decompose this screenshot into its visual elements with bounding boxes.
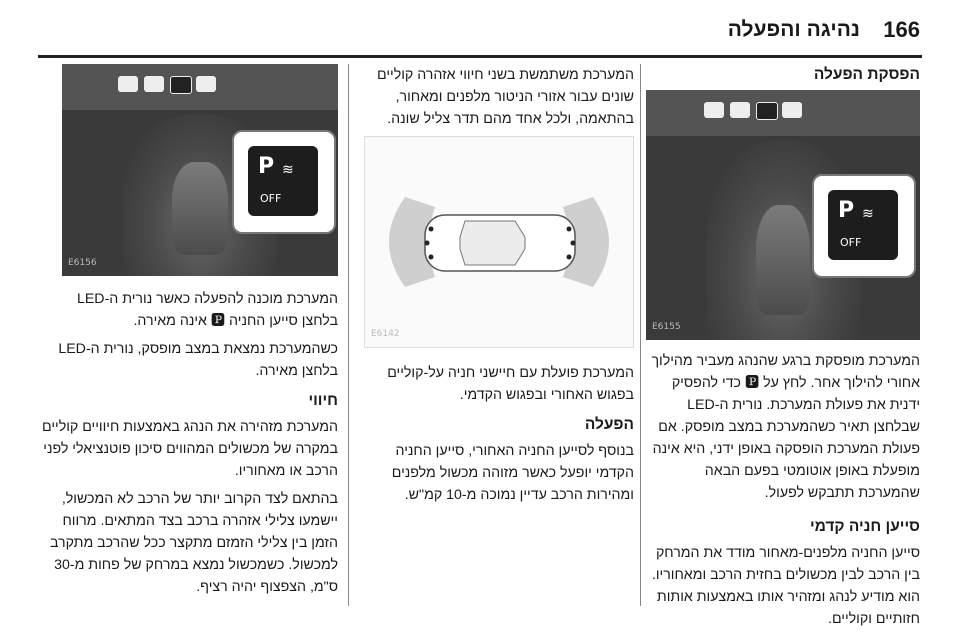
paragraph: סייען החניה מלפנים-מאחור מודד את המרחק בין הרכב לבין מכשולים בחזית הרכב ומאחוריו. הוא מודיע לנהג ומזהיר אותו באמצעות אותות חזותיים וקוליים. [651, 545, 920, 627]
column-left [42, 64, 338, 604]
section-heading-deactivation: הפסקת הפעלה [813, 66, 920, 83]
page-title: נהיגה והפעלה [727, 18, 860, 41]
zoom-callout [232, 130, 336, 234]
off-label: OFF [840, 236, 862, 249]
paragraph: המערכת פועלת עם חיישני חניה על-קוליים בפגוש האחורי ובפגוש הקדמי. [387, 365, 634, 403]
park-assist-switch [756, 102, 778, 120]
paragraph: בנוסף לסייען החניה האחורי, סייען החניה הקדמי יופעל כאשר מזוהה מכשול מלפנים ומהירות הרכב עדיין נמוכה מ-10 קמ"ש. [391, 443, 634, 503]
paragraph: המערכת מוכנה להפעלה כאשר נורית ה-LED בלחצן סייען החניה 🅿 אינה מאירה. [76, 291, 338, 329]
car-cabin [460, 221, 525, 265]
park-assist-button [828, 190, 898, 260]
sensor-dot-icon [429, 255, 434, 260]
figure-code: E6156 [68, 258, 97, 268]
parking-icon: P [258, 154, 275, 179]
column-divider [640, 64, 641, 606]
figure-switch-panel [62, 64, 338, 110]
figure-console-off-button [646, 90, 920, 340]
switch-button [196, 76, 216, 92]
paragraph: המערכת משתמשת בשני חיווי אזהרה קוליים שונים עבור אזורי הניטור מלפנים ומאחור, בהתאמה, ולכל אחד מהם תדר צליל שונה. [377, 67, 634, 127]
gear-shifter [756, 205, 811, 315]
park-assist-switch [170, 76, 192, 94]
sensor-waves-icon: ≋ [282, 161, 294, 177]
parking-icon: P [838, 198, 855, 223]
figure-switch-panel [646, 90, 920, 136]
paragraph: כשהמערכת נמצאת במצב מופסק, נורית ה-LED בלחצן מאירה. [58, 341, 338, 379]
sensor-dot-icon [567, 255, 572, 260]
section-heading-indication: חיווי [308, 392, 338, 409]
switch-button [730, 102, 750, 118]
column-middle [358, 64, 634, 512]
page-header [0, 0, 960, 52]
column-right [646, 64, 920, 636]
figure-code: E6155 [652, 322, 681, 332]
switch-button [782, 102, 802, 118]
header-rule [38, 55, 922, 58]
gear-shifter [172, 162, 227, 255]
off-label: OFF [260, 192, 282, 205]
car-diagram [365, 137, 633, 347]
switch-button [704, 102, 724, 118]
sensor-dot-icon [425, 241, 430, 246]
page-number: 166 [883, 17, 920, 42]
zoom-callout [812, 174, 916, 278]
figure-console-button-ready [62, 64, 338, 276]
section-heading-front-assist: סייען חניה קדמי [809, 518, 920, 535]
sensor-dot-icon [571, 241, 576, 246]
figure-sensor-zones [364, 136, 634, 348]
column-divider [348, 64, 349, 606]
switch-button [144, 76, 164, 92]
sensor-waves-icon: ≋ [862, 205, 874, 221]
sensor-dot-icon [567, 227, 572, 232]
park-assist-button [248, 146, 318, 216]
paragraph: בהתאם לצד הקרוב יותר של הרכב לא המכשול, יישמעו צלילי אזהרה ברכב בצד המתאים. מרווח הזמן בין צלילי הזמזם מתקצר ככל שהרכב מתקרב למכשול. כשמכשול נמצא במרחק של פחות מ-30 ס"מ, הצפצוף יהיה רציף. [49, 491, 338, 595]
section-heading-activation: הפעלה [584, 416, 634, 433]
sensor-dot-icon [429, 227, 434, 232]
paragraph: המערכת מופסקת ברגע שהנהג מעביר מהילוך אחורי להילוך אחר. לחץ על 🅿 כדי להפסיק ידנית את פעולת המערכת. נורית ה-LED שבלחצן תאיר כשהמערכת במצב מופסק. אם פעולת המערכת הופסקה באופן ידני, היא אינה מופעלת באופן אוטומטי בפעם הבאה שהמערכת תתבקש לפעול. [651, 353, 920, 501]
figure-code: E6142 [371, 329, 400, 339]
paragraph: המערכת מזהירה את הנהג באמצעות חיוויים קוליים במקרה של מכשולים המהווים סיכון פוטנציאלי לפני הרכב או מאחוריו. [41, 419, 338, 479]
switch-button [118, 76, 138, 92]
